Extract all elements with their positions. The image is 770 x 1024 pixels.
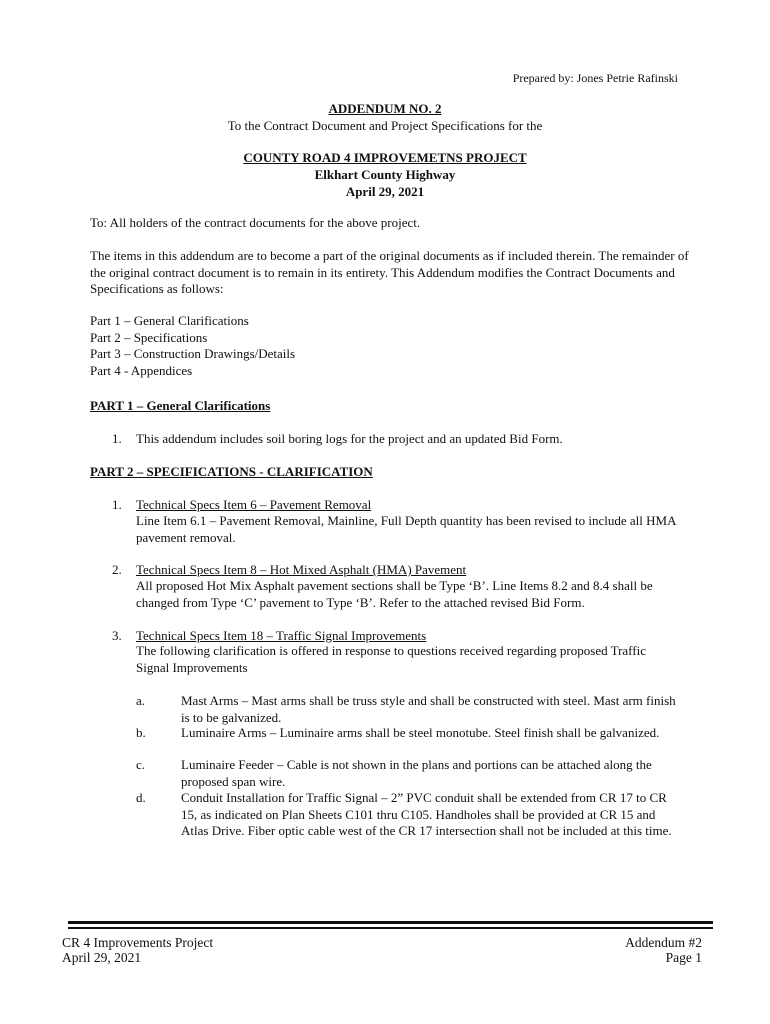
part2-item-text: All proposed Hot Mix Asphalt pavement sections shall be Type ‘B’. Line Items 8.2 and 8.4 shall be changed from Type ‘C’ pavement to Type ‘B’. Refer to the attached revised Bid Form. (136, 578, 653, 610)
part2-item-title: Technical Specs Item 6 – Pavement Removal (136, 497, 372, 512)
part1-item-number: 1. (112, 431, 122, 446)
part1-item-text: This addendum includes soil boring logs for the project and an updated Bid Form. (136, 431, 563, 446)
addendum-title: ADDENDUM NO. 2 (328, 101, 442, 116)
intro-paragraph: The items in this addendum are to become a part of the original documents as if included therein. The remainder of the original contract document is to remain in its entirety. This Addendum modifies the Contract Documents and Specifications as follows: (90, 248, 689, 296)
prepared-by: Prepared by: Jones Petrie Rafinski (512, 71, 678, 85)
footer-project: CR 4 Improvements Project (62, 935, 214, 950)
part2-item-text: The following clarification is offered in response to questions received regarding proposed Traffic Signal Improvements (136, 643, 646, 675)
parts-list (90, 313, 690, 379)
part2-item-text: Line Item 6.1 – Pavement Removal, Mainline, Full Depth quantity has been revised to include all HMA pavement removal. (136, 513, 676, 545)
agency-name: Elkhart County Highway (314, 167, 456, 182)
to-line: To: All holders of the contract documents for the above project. (90, 215, 421, 230)
subitem-text: Conduit Installation for Traffic Signal – 2” PVC conduit shall be extended from CR 17 to CR 15, as indicated on Plan Sheets C101 thru C105. Handholes shall be provided at CR 15 and Atlas Drive. Fiber optic cable west of the CR 17 intersection shall not be included at this time. (181, 790, 672, 838)
footer-rule-thin (68, 927, 713, 929)
subitem-letter: c. (136, 757, 146, 772)
footer-left (62, 935, 213, 965)
part2-item-number: 1. (112, 497, 122, 512)
parts-list-item: Part 2 – Specifications (90, 329, 208, 345)
subitem-text: Mast Arms – Mast arms shall be truss style and shall be constructed with steel. Mast arm finish is to be galvanized. (181, 693, 676, 725)
part2-heading: PART 2 – SPECIFICATIONS - CLARIFICATION (90, 464, 373, 479)
footer-date: April 29, 2021 (62, 950, 142, 965)
document-date: April 29, 2021 (345, 184, 425, 199)
subitem-text: Luminaire Arms – Luminaire arms shall be steel monotube. Steel finish shall be galvanized. (181, 725, 660, 740)
part2-item-number: 3. (112, 628, 122, 643)
part2-item-title: Technical Specs Item 18 – Traffic Signal Improvements (136, 628, 427, 643)
subitem-letter: b. (136, 725, 146, 740)
footer-rule-thick (68, 921, 713, 924)
parts-list-item: Part 4 - Appendices (90, 362, 193, 378)
part1-heading: PART 1 – General Clarifications (90, 398, 271, 413)
footer-addendum: Addendum #2 (625, 935, 702, 950)
part2-item-title: Technical Specs Item 8 – Hot Mixed Asphalt (HMA) Pavement (136, 562, 467, 577)
subitem-text: Luminaire Feeder – Cable is not shown in the plans and portions can be attached along the proposed span wire. (181, 757, 652, 789)
subitem-letter: a. (136, 693, 146, 708)
parts-list-item: Part 3 – Construction Drawings/Details (90, 346, 296, 361)
parts-list-item: Part 1 – General Clarifications (90, 313, 249, 328)
addendum-subtitle: To the Contract Document and Project Specifications for the (227, 118, 543, 133)
footer-page-number: Page 1 (665, 950, 702, 965)
project-title: COUNTY ROAD 4 IMPROVEMETNS PROJECT (243, 150, 527, 165)
footer-right (625, 935, 702, 965)
part2-item-number: 2. (112, 562, 122, 577)
subitem-letter: d. (136, 790, 146, 805)
